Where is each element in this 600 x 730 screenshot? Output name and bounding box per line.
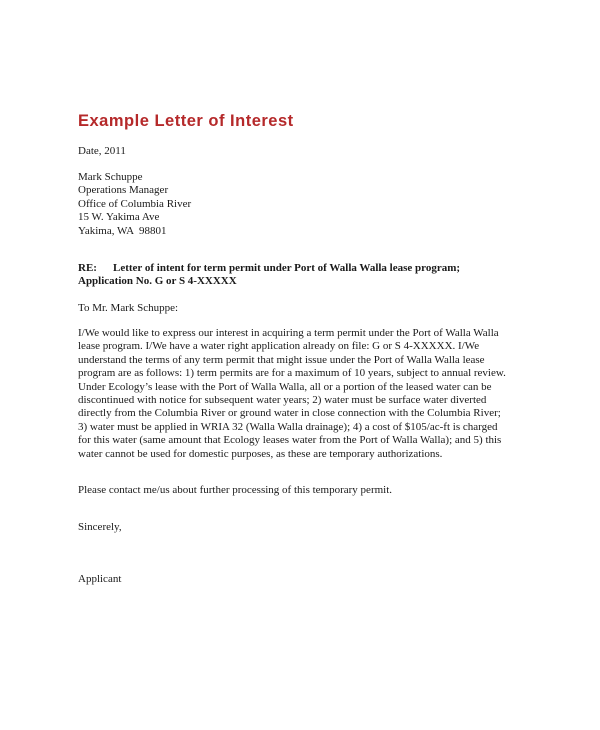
subject-line-2: Application No. G or S 4-XXXXX xyxy=(78,275,237,288)
contact-line: Please contact me/us about further processing of this temporary permit. xyxy=(78,484,393,496)
letter-date: Date, 2011 xyxy=(78,145,126,157)
body-line: discontinued with notice for subsequent water years; 2) water must be surface water diverted xyxy=(78,393,487,406)
subject-label: RE: xyxy=(78,262,97,274)
body-line: for this water (same amount that Ecology leases water from the Port of Walla Walla); and 5) this xyxy=(78,434,502,447)
body-line: understand the terms of any term permit that might issue under the Port of Walla Walla lease xyxy=(78,353,485,366)
recipient-address xyxy=(78,171,191,238)
salutation: To Mr. Mark Schuppe: xyxy=(78,302,179,314)
recipient-office: Office of Columbia River xyxy=(78,197,192,210)
subject-line-1 xyxy=(78,262,460,275)
body-line: 3) water must be applied in WRIA 32 (Walla Walla drainage); 4) a cost of $105/ac-ft is charged xyxy=(78,420,498,433)
body-paragraph xyxy=(78,327,506,461)
subject-block xyxy=(78,262,460,289)
body-line: water cannot be used for domestic purposes, as these are temporary authorizations. xyxy=(78,447,443,460)
signature: Applicant xyxy=(78,573,122,585)
letter-title: Example Letter of Interest xyxy=(78,112,294,130)
body-line: program are as follows: 1) term permits are for a maximum of 10 years, subject to annual review. xyxy=(78,367,506,380)
subject-text-1: Letter of intent for term permit under Port of Walla Walla lease program; xyxy=(113,262,461,274)
closing: Sincerely, xyxy=(78,521,122,533)
recipient-city: Yakima, WA 98801 xyxy=(78,224,167,237)
recipient-position: Operations Manager xyxy=(78,184,169,197)
body-line: directly from the Columbia River or ground water in close connection with the Columbia River; xyxy=(78,407,501,420)
body-line: Under Ecology’s lease with the Port of Walla Walla, all or a portion of the leased water can be xyxy=(78,380,492,393)
recipient-street: 15 W. Yakima Ave xyxy=(78,211,160,224)
body-line: lease program. I/We have a water right application already on file: G or S 4-XXXXX. I/We xyxy=(78,340,480,353)
recipient-name: Mark Schuppe xyxy=(78,171,143,183)
body-line: I/We would like to express our interest in acquiring a term permit under the Port of Walla Walla xyxy=(78,327,499,339)
